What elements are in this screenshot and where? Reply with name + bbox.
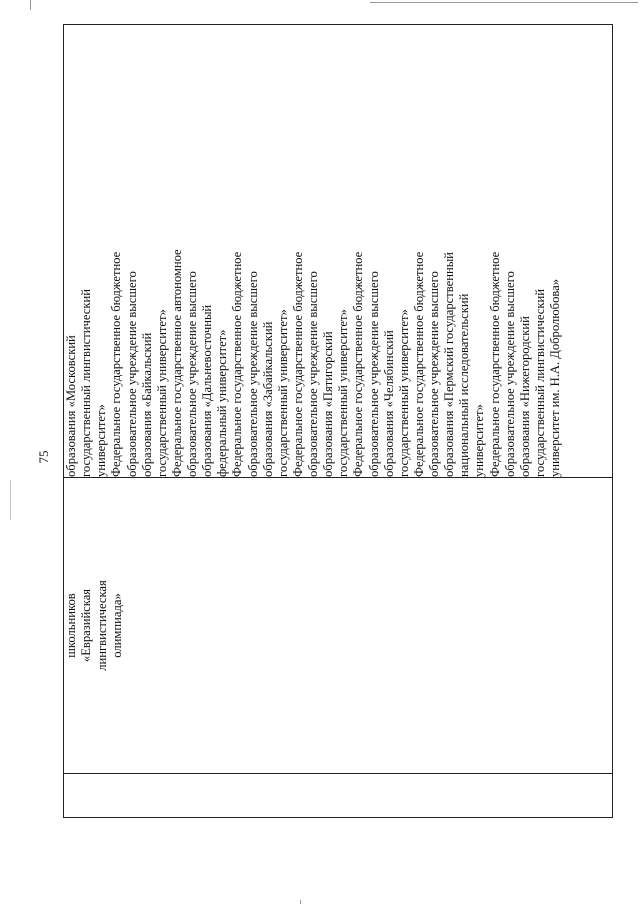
organizer-line: Федеральное государственное автономное bbox=[169, 249, 184, 477]
organizer-line: образования «Московский bbox=[64, 335, 78, 477]
scan-edge-mark bbox=[300, 900, 301, 904]
number-cell bbox=[64, 774, 613, 818]
organizer-line: образовательное учреждение высшего bbox=[185, 271, 199, 477]
organizer-line: государственный университет» bbox=[275, 309, 290, 477]
table-row bbox=[64, 25, 613, 818]
organizer-line: Федеральное государственное бюджетное bbox=[109, 251, 124, 477]
organizer-line: образования «Пятигорский bbox=[321, 331, 336, 477]
organizer-line: государственный лингвистический bbox=[532, 289, 547, 477]
olympiad-name-cell bbox=[64, 478, 613, 774]
organizer-line: образовательное учреждение высшего bbox=[427, 271, 441, 477]
organizer-line: Федеральное государственное бюджетное bbox=[230, 251, 245, 477]
organizer-line: Федеральное государственное бюджетное bbox=[487, 251, 502, 477]
organizer-line: государственный лингвистический bbox=[79, 289, 94, 477]
organizer-line: образования «Нижегородский bbox=[517, 316, 532, 477]
organizer-line: Федеральное государственное бюджетное bbox=[290, 251, 305, 477]
scan-edge-mark bbox=[370, 2, 638, 3]
organizer-line: университет» bbox=[472, 404, 487, 477]
rotated-table-wrapper bbox=[63, 28, 613, 818]
organizer-line: государственный университет» bbox=[396, 309, 411, 477]
organizer-line: университет» bbox=[94, 404, 109, 477]
organizer-line: федеральный университет» bbox=[215, 329, 230, 477]
organizer-line: Федеральное государственное бюджетное bbox=[411, 251, 426, 477]
organizer-line: образовательное учреждение высшего bbox=[124, 271, 139, 477]
organizer-line: образовательное учреждение высшего bbox=[306, 271, 320, 477]
organizer-line: национальный исследовательский bbox=[457, 293, 472, 477]
organizer-line: образовательное учреждение высшего bbox=[245, 271, 260, 477]
organizer-line: Федеральное государственное бюджетное bbox=[351, 251, 366, 477]
organizer-line: образования «Пермский государственный bbox=[442, 252, 457, 477]
organizer-list bbox=[64, 25, 563, 477]
organizer-line: государственный университет» bbox=[154, 309, 169, 477]
olympiad-name: школьников «Евразийская лингвистическая олимпиада» bbox=[64, 580, 124, 671]
organizers-cell bbox=[64, 25, 613, 478]
organizer-line: образовательное учреждение высшего bbox=[366, 271, 381, 477]
scan-edge-mark bbox=[30, 0, 31, 10]
organizer-line: образования «Дальневосточный bbox=[200, 304, 215, 477]
organizer-line: образования «Забайкальский bbox=[260, 321, 275, 477]
organizer-line: образования «Челябинский bbox=[381, 330, 396, 477]
organizer-line: университет им. Н.А. Добролюбова» bbox=[548, 278, 562, 477]
scan-edge-mark bbox=[10, 480, 11, 520]
organizer-line: образования «Байкальский bbox=[139, 332, 154, 477]
organizer-line: государственный университет» bbox=[336, 309, 351, 477]
olympiad-table bbox=[63, 24, 613, 818]
page-number: 75 bbox=[36, 450, 51, 464]
organizer-line: образовательное учреждение высшего bbox=[502, 271, 517, 477]
